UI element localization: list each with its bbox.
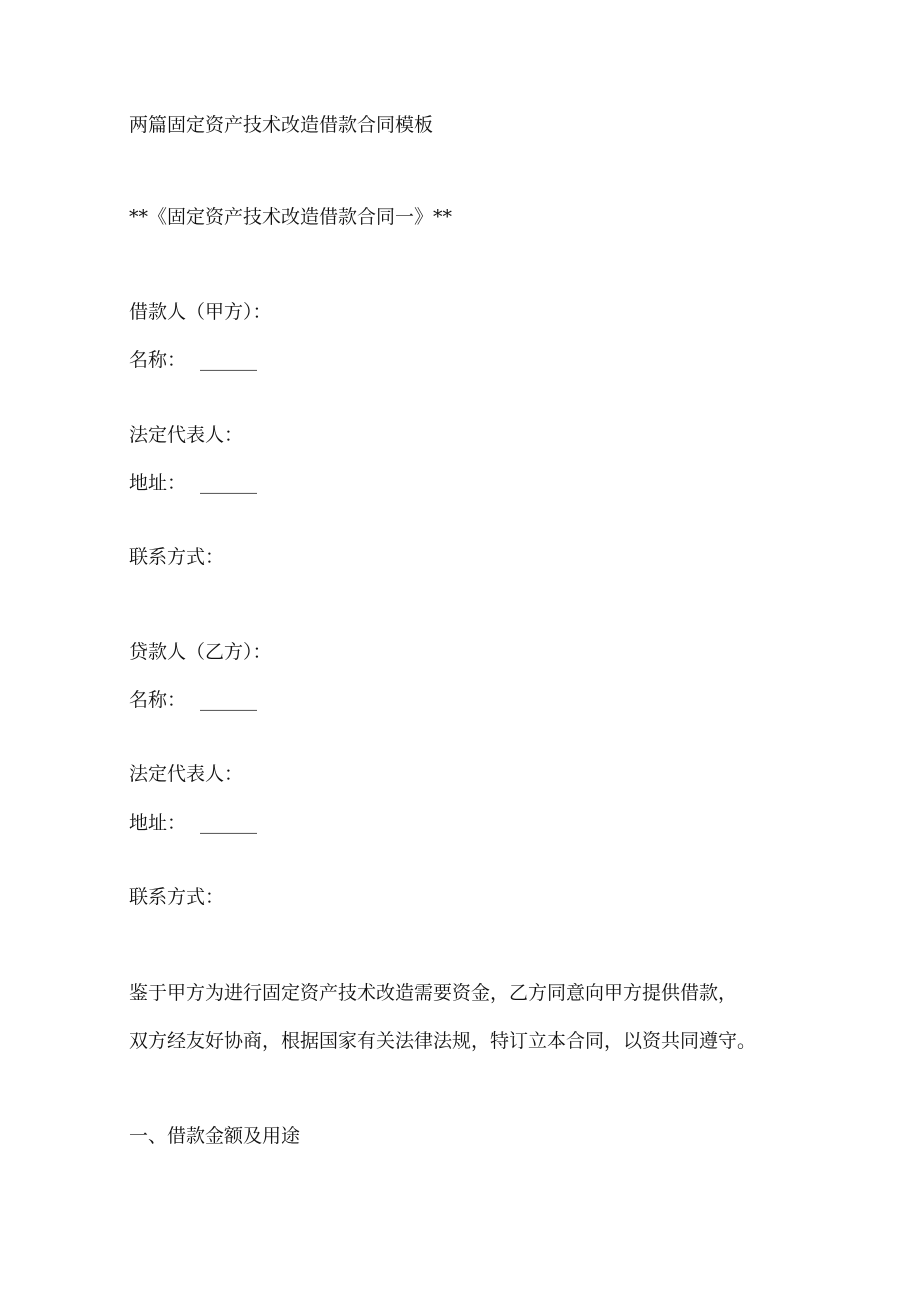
contract-heading: **《固定资产技术改造借款合同一》** <box>129 206 453 228</box>
lender-address-blank: ______ <box>200 812 258 834</box>
lender-name-row <box>129 688 257 712</box>
preamble-line-1: 鉴于甲方为进行固定资产技术改造需要资金，乙方同意向甲方提供借款， <box>129 982 738 1004</box>
borrower-address-row <box>129 471 257 495</box>
borrower-address-label: 地址： <box>129 472 187 494</box>
borrower-legal-rep-label: 法定代表人： <box>129 424 244 446</box>
borrower-address-blank: ______ <box>200 472 258 494</box>
preamble-line-2: 双方经友好协商，根据国家有关法律法规，特订立本合同，以资共同遵守。 <box>129 1030 757 1052</box>
lender-name-blank: ______ <box>200 689 258 711</box>
lender-name-label: 名称： <box>129 689 187 711</box>
borrower-name-blank: ______ <box>200 349 258 371</box>
document-title: 两篇固定资产技术改造借款合同模板 <box>129 114 434 136</box>
borrower-heading: 借款人（甲方）： <box>129 301 272 323</box>
borrower-name-label: 名称： <box>129 349 187 371</box>
section-1-heading: 一、借款金额及用途 <box>129 1125 301 1147</box>
lender-address-label: 地址： <box>129 812 187 834</box>
lender-legal-rep-label: 法定代表人： <box>129 763 244 785</box>
borrower-contact-label: 联系方式： <box>129 546 225 568</box>
lender-heading: 贷款人（乙方）： <box>129 641 272 663</box>
borrower-name-row <box>129 348 257 372</box>
lender-contact-label: 联系方式： <box>129 886 225 908</box>
lender-address-row <box>129 811 257 835</box>
